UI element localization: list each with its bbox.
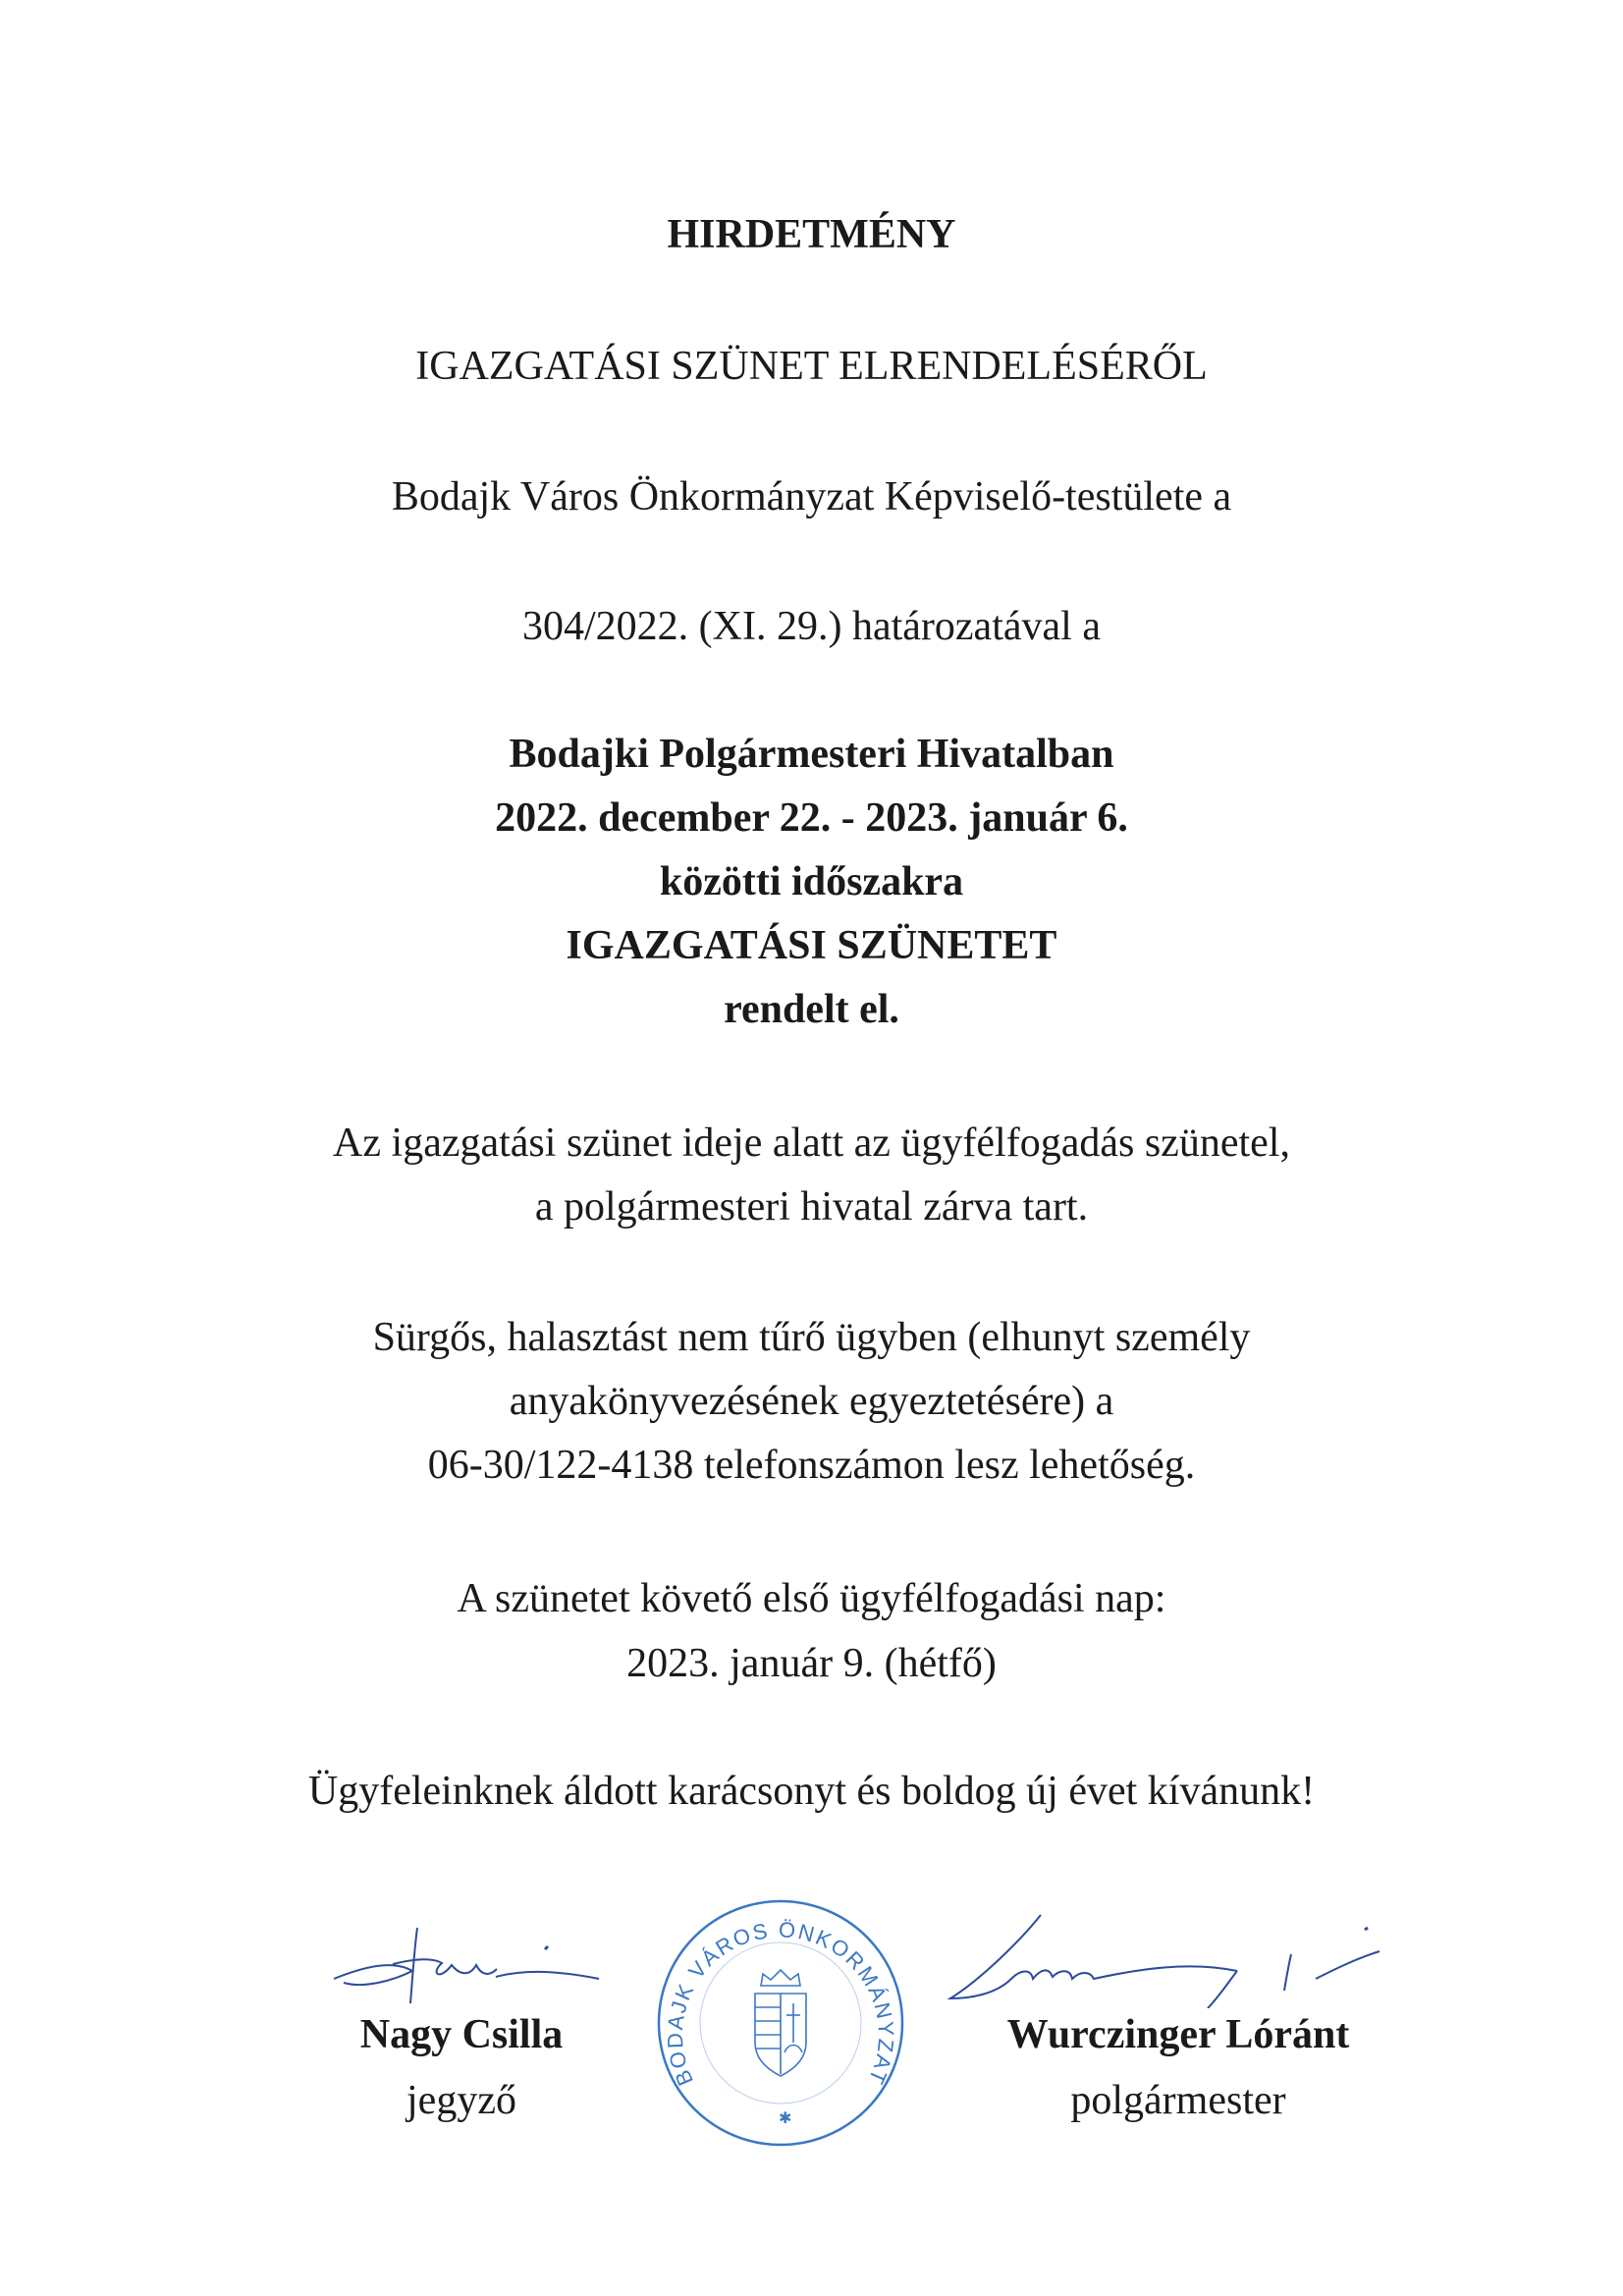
season-greeting: Ügyfeleinknek áldott karácsonyt és boldog új évet kívánunk! [307,1769,1316,1814]
right-signature-scribble [943,1900,1414,2008]
urgent-line-1: Sürgős, halasztást nem tűrő ügyben (elhunyt személy [372,1315,1251,1360]
right-signatory-name: Wurczinger Lóránt [1006,2012,1350,2057]
seal-text-path: BODAJK VÁROS ÖNKORMÁNYZAT [662,1917,899,2090]
left-signatory-name: Nagy Csilla [359,2012,564,2057]
intro-line-2: 304/2022. (XI. 29.) határozatával a [522,604,1101,649]
right-signatory-role: polgármester [1070,2078,1286,2123]
document-subtitle: IGAZGATÁSI SZÜNET ELRENDELÉSÉRŐL [415,344,1208,389]
next-day-date: 2023. január 9. (hétfő) [626,1641,997,1686]
intro-line-1: Bodajk Város Önkormányzat Képviselő-testülete a [391,474,1232,519]
document-title: HIRDETMÉNY [667,212,956,257]
decision-line-office: Bodajki Polgármesteri Hivatalban [509,732,1114,777]
decision-line-break: IGAZGATÁSI SZÜNETET [566,923,1057,968]
info-line-1: Az igazgatási szünet ideje alatt az ügyfélfogadás szünetel, [333,1121,1290,1166]
municipal-seal [653,1895,908,2151]
urgent-phone-line: 06-30/122-4138 telefonszámon lesz lehetőség. [427,1443,1196,1488]
next-day-label: A szünetet követő első ügyfélfogadási nap: [457,1576,1166,1621]
left-signature-scribble [324,1920,619,2008]
decision-line-period: közötti időszakra [659,859,964,904]
urgent-line-2: anyakönyvezésének egyeztetésére) a [509,1379,1114,1424]
decision-line-dates: 2022. december 22. - 2023. január 6. [495,795,1128,841]
coat-of-arms-icon [755,1970,806,2076]
decision-line-ordered: rendelt el. [724,987,899,1032]
info-line-2: a polgármesteri hivatal zárva tart. [534,1184,1089,1230]
left-signatory-role: jegyző [406,2078,516,2123]
seal-star-icon: ✱ [779,2110,792,2127]
